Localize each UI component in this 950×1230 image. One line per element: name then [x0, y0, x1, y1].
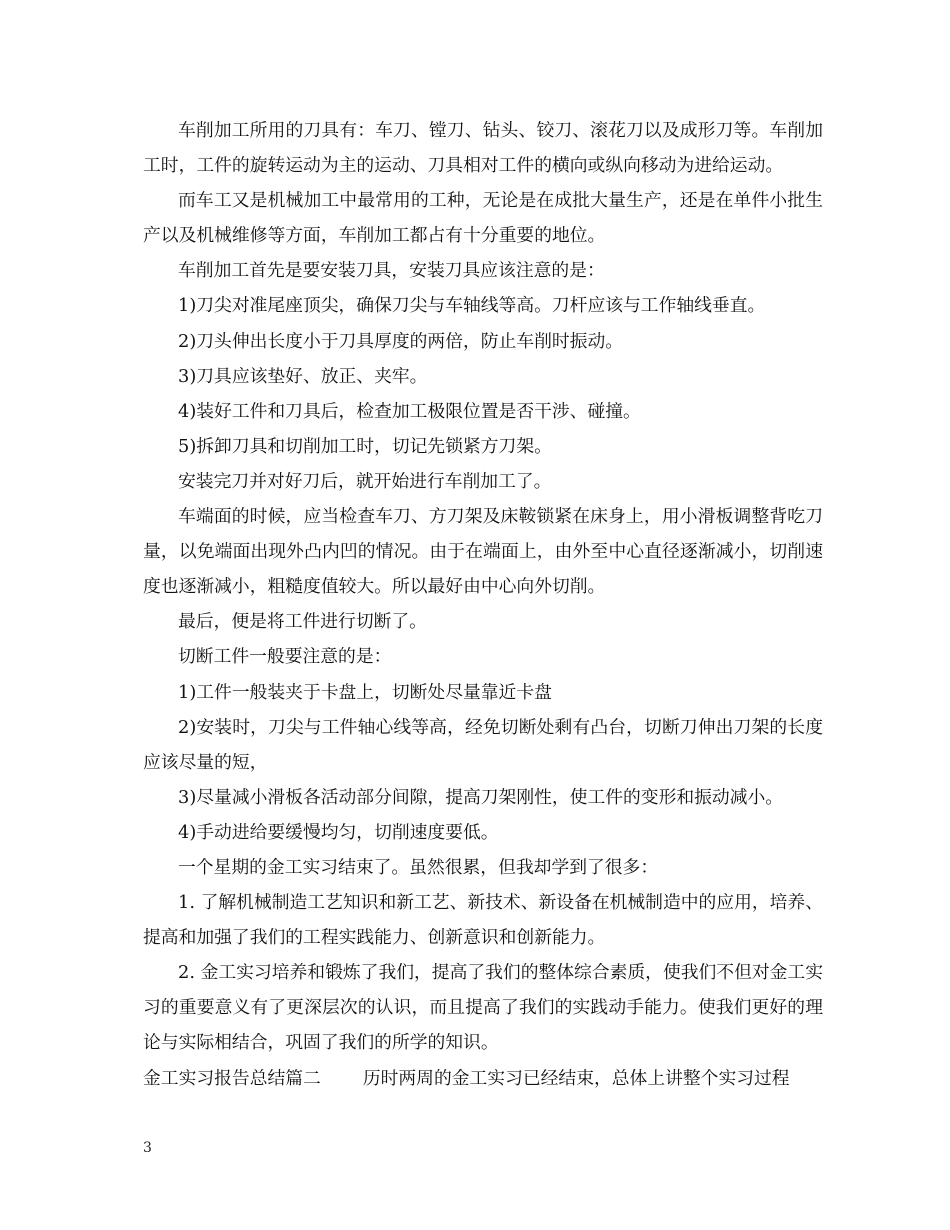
paragraph-parting-off: 最后，便是将工件进行切断了。 — [178, 611, 427, 633]
paragraph-parting-intro: 切断工件一般要注意的是： — [178, 646, 392, 668]
page-number: 3 — [143, 1140, 152, 1156]
section-intro: 历时两周的金工实习已经结束，总体上讲整个实习过程 — [362, 1067, 790, 1089]
paragraph-tool-install-intro: 车削加工首先是要安装刀具，安装刀具应该注意的是： — [178, 260, 605, 282]
section-two-line — [143, 1061, 823, 1096]
list-item-tool-2: 2)刀头伸出长度小于刀具厚度的两倍，防止车削时振动。 — [178, 330, 624, 352]
list-item-tool-4: 4)装好工件和刀具后，检查加工极限位置是否干涉、碰撞。 — [178, 400, 641, 422]
list-item-tool-5: 5)拆卸刀具和切削加工时，切记先锁紧方刀架。 — [178, 435, 552, 457]
paragraph-week-summary: 一个星期的金工实习结束了。虽然很累，但我却学到了很多： — [178, 856, 659, 878]
paragraph-turning-importance: 而车工又是机械加工中最常用的工种，无论是在成批大量生产，还是在单件小批生产以及机械维修等方面，车削加工都占有十分重要的地位。 — [143, 190, 823, 247]
list-item-tool-1: 1)刀尖对准尾座顶尖，确保刀尖与车轴线等高。刀杆应该与工作轴线垂直。 — [178, 295, 766, 317]
document-body — [143, 113, 823, 1096]
list-item-parting-1: 1)工件一般装夹于卡盘上，切断处尽量靠近卡盘 — [178, 681, 552, 703]
list-item-gain-2: 2. 金工实习培养和锻炼了我们，提高了我们的整体综合素质，使我们不但对金工实习的重要意义有了更深层次的认识，而且提高了我们的实践动手能力。使我们更好的理论与实际相结合，巩固了我们的所学的知识。 — [143, 962, 823, 1054]
paragraph-cutting-tools: 车削加工所用的刀具有：车刀、镗刀、钻头、铰刀、滚花刀以及成形刀等。车削加工时，工件的旋转运动为主的运动、刀具相对工件的横向或纵向移动为进给运动。 — [143, 120, 823, 177]
list-item-parting-4: 4)手动进给要缓慢均匀，切削速度要低。 — [178, 821, 499, 843]
list-item-parting-2: 2)安装时，刀尖与工件轴心线等高，经免切断处剩有凸台，切断刀伸出刀架的长度应该尽量的短， — [143, 716, 823, 773]
list-item-gain-1: 1. 了解机械制造工艺知识和新工艺、新技术、新设备在机械制造中的应用，培养、提高和加强了我们的工程实践能力、创新意识和创新能力。 — [143, 892, 823, 949]
paragraph-facing: 车端面的时候，应当检查车刀、方刀架及床鞍锁紧在床身上，用小滑板调整背吃刀量，以免端面出现外凸内凹的情况。由于在端面上，由外至中心直径逐渐减小，切削速度也逐渐减小，粗糙度值较大。所以最好由中心向外切削。 — [143, 506, 823, 598]
paragraph-start-turning: 安装完刀并对好刀后，就开始进行车削加工了。 — [178, 470, 552, 492]
section-heading: 金工实习报告总结篇二 — [143, 1067, 321, 1089]
list-item-parting-3: 3)尽量减小滑板各活动部分间隙，提高刀架刚性，使工件的变形和振动减小。 — [178, 786, 784, 808]
list-item-tool-3: 3)刀具应该垫好、放正、夹牢。 — [178, 365, 428, 387]
